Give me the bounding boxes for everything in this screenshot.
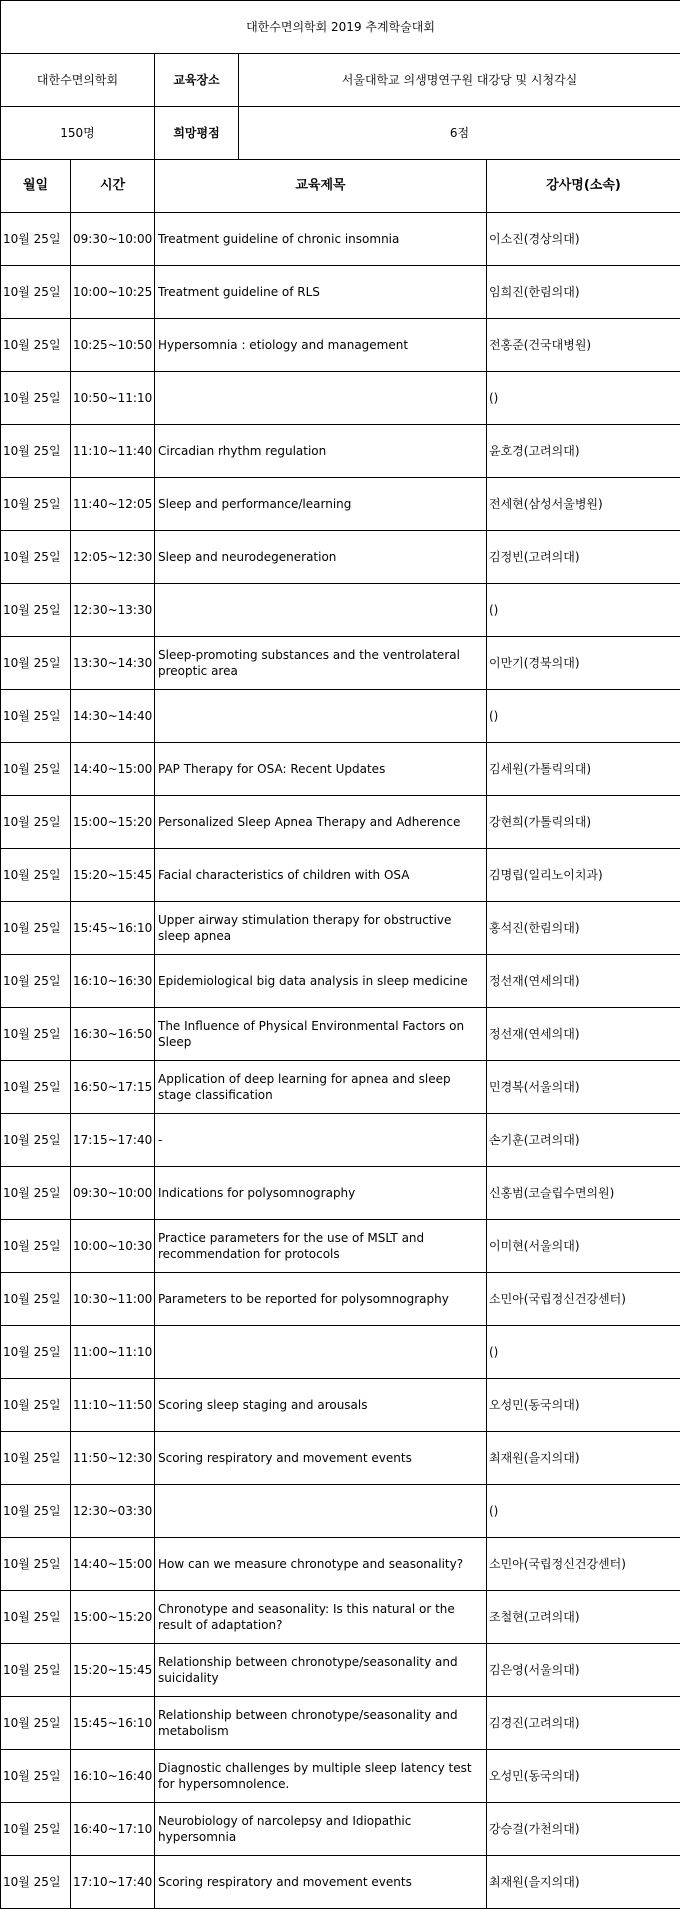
table-row [1, 531, 680, 584]
table-row [1, 478, 680, 531]
subject-cell: Facial characteristics of children with OSA [155, 849, 487, 902]
table-row [1, 319, 680, 372]
subject-cell: Sleep-promoting substances and the ventrolateral preoptic area [155, 637, 487, 690]
speaker-cell: 김세원(가톨릭의대) [487, 743, 680, 796]
time-cell: 17:10~17:40 [71, 1856, 155, 1909]
date-cell: 10월 25일 [1, 584, 71, 637]
time-cell: 11:10~11:40 [71, 425, 155, 478]
speaker-cell: 임희진(한림의대) [487, 266, 680, 319]
date-cell: 10월 25일 [1, 1644, 71, 1697]
time-cell: 11:00~11:10 [71, 1326, 155, 1379]
speaker-cell: 신홍범(코슬립수면의원) [487, 1167, 680, 1220]
date-cell: 10월 25일 [1, 796, 71, 849]
table-row [1, 1644, 680, 1697]
table-row [1, 372, 680, 425]
speaker-cell: 김명립(일리노이치과) [487, 849, 680, 902]
speaker-cell: 정선재(연세의대) [487, 955, 680, 1008]
header-time: 시간 [71, 160, 155, 213]
date-cell: 10월 25일 [1, 1114, 71, 1167]
subject-cell [155, 690, 487, 743]
date-cell: 10월 25일 [1, 1379, 71, 1432]
speaker-cell: () [487, 1326, 680, 1379]
date-cell: 10월 25일 [1, 1803, 71, 1856]
info-row-place [1, 54, 680, 107]
subject-cell: Chronotype and seasonality: Is this natural or the result of adaptation? [155, 1591, 487, 1644]
time-cell: 14:40~15:00 [71, 743, 155, 796]
table-row [1, 1538, 680, 1591]
speaker-cell: 조철현(고려의대) [487, 1591, 680, 1644]
time-cell: 16:10~16:30 [71, 955, 155, 1008]
table-row [1, 425, 680, 478]
table-row [1, 1432, 680, 1485]
table-row [1, 1591, 680, 1644]
time-cell: 14:40~15:00 [71, 1538, 155, 1591]
time-cell: 16:50~17:15 [71, 1061, 155, 1114]
date-cell: 10월 25일 [1, 1326, 71, 1379]
speaker-cell: () [487, 372, 680, 425]
subject-cell: Parameters to be reported for polysomnography [155, 1273, 487, 1326]
speaker-cell: 최재원(을지의대) [487, 1856, 680, 1909]
speaker-cell: 정선재(연세의대) [487, 1008, 680, 1061]
subject-cell: Practice parameters for the use of MSLT and recommendation for protocols [155, 1220, 487, 1273]
date-cell: 10월 25일 [1, 1697, 71, 1750]
date-cell: 10월 25일 [1, 1061, 71, 1114]
time-cell: 16:40~17:10 [71, 1803, 155, 1856]
rating-value: 6점 [239, 107, 680, 160]
speaker-cell: 이만기(경북의대) [487, 637, 680, 690]
time-cell: 10:50~11:10 [71, 372, 155, 425]
time-cell: 11:40~12:05 [71, 478, 155, 531]
date-cell: 10월 25일 [1, 1008, 71, 1061]
table-row [1, 1697, 680, 1750]
date-cell: 10월 25일 [1, 266, 71, 319]
table-row [1, 1485, 680, 1538]
subject-cell: Relationship between chronotype/seasonality and suicidality [155, 1644, 487, 1697]
time-cell: 14:30~14:40 [71, 690, 155, 743]
table-row [1, 1220, 680, 1273]
date-cell: 10월 25일 [1, 637, 71, 690]
date-cell: 10월 25일 [1, 1432, 71, 1485]
date-cell: 10월 25일 [1, 1750, 71, 1803]
table-row [1, 584, 680, 637]
date-cell: 10월 25일 [1, 372, 71, 425]
date-cell: 10월 25일 [1, 955, 71, 1008]
table-row [1, 955, 680, 1008]
speaker-cell: 이미현(서울의대) [487, 1220, 680, 1273]
place-value: 서울대학교 의생명연구원 대강당 및 시청각실 [239, 54, 680, 107]
time-cell: 17:15~17:40 [71, 1114, 155, 1167]
speaker-cell: 소민아(국립정신건강센터) [487, 1538, 680, 1591]
date-cell: 10월 25일 [1, 1273, 71, 1326]
speaker-cell: 오성민(동국의대) [487, 1750, 680, 1803]
time-cell: 16:10~16:40 [71, 1750, 155, 1803]
table-row [1, 1326, 680, 1379]
subject-cell [155, 584, 487, 637]
subject-cell [155, 1326, 487, 1379]
header-row [1, 160, 680, 213]
subject-cell [155, 372, 487, 425]
subject-cell: Relationship between chronotype/seasonality and metabolism [155, 1697, 487, 1750]
speaker-cell: 윤호경(고려의대) [487, 425, 680, 478]
speaker-cell: 홍석진(한림의대) [487, 902, 680, 955]
table-row [1, 1167, 680, 1220]
subject-cell: Hypersomnia : etiology and management [155, 319, 487, 372]
speaker-cell: 강현희(가톨릭의대) [487, 796, 680, 849]
subject-cell: Sleep and neurodegeneration [155, 531, 487, 584]
date-cell: 10월 25일 [1, 1856, 71, 1909]
subject-cell: Treatment guideline of RLS [155, 266, 487, 319]
table-row [1, 1114, 680, 1167]
time-cell: 10:30~11:00 [71, 1273, 155, 1326]
subject-cell: Diagnostic challenges by multiple sleep latency test for hypersomnolence. [155, 1750, 487, 1803]
date-cell: 10월 25일 [1, 1538, 71, 1591]
table-row [1, 1803, 680, 1856]
date-cell: 10월 25일 [1, 1591, 71, 1644]
table-row [1, 690, 680, 743]
date-cell: 10월 25일 [1, 531, 71, 584]
date-cell: 10월 25일 [1, 213, 71, 266]
subject-cell: How can we measure chronotype and seasonality? [155, 1538, 487, 1591]
table-row [1, 849, 680, 902]
table-row [1, 1750, 680, 1803]
subject-cell: Circadian rhythm regulation [155, 425, 487, 478]
speaker-cell: 이소진(경상의대) [487, 213, 680, 266]
table-row [1, 1856, 680, 1909]
table-row [1, 213, 680, 266]
speaker-cell: 전세현(삼성서울병원) [487, 478, 680, 531]
subject-cell: Scoring respiratory and movement events [155, 1856, 487, 1909]
date-cell: 10월 25일 [1, 478, 71, 531]
subject-cell: Epidemiological big data analysis in sleep medicine [155, 955, 487, 1008]
speaker-cell: () [487, 1485, 680, 1538]
time-cell: 15:45~16:10 [71, 902, 155, 955]
subject-cell: Scoring respiratory and movement events [155, 1432, 487, 1485]
time-cell: 10:00~10:30 [71, 1220, 155, 1273]
header-subject: 교육제목 [155, 160, 487, 213]
table-row [1, 1379, 680, 1432]
speaker-cell: () [487, 584, 680, 637]
speaker-cell: 김은영(서울의대) [487, 1644, 680, 1697]
header-date: 월일 [1, 160, 71, 213]
time-cell: 15:00~15:20 [71, 1591, 155, 1644]
subject-cell: PAP Therapy for OSA: Recent Updates [155, 743, 487, 796]
time-cell: 12:30~13:30 [71, 584, 155, 637]
info-row-capacity [1, 107, 680, 160]
date-cell: 10월 25일 [1, 690, 71, 743]
speaker-cell: 소민아(국립정신건강센터) [487, 1273, 680, 1326]
table-row [1, 1061, 680, 1114]
subject-cell: Indications for polysomnography [155, 1167, 487, 1220]
time-cell: 15:20~15:45 [71, 849, 155, 902]
time-cell: 16:30~16:50 [71, 1008, 155, 1061]
time-cell: 09:30~10:00 [71, 213, 155, 266]
speaker-cell: 오성민(동국의대) [487, 1379, 680, 1432]
subject-cell: The Influence of Physical Environmental Factors on Sleep [155, 1008, 487, 1061]
date-cell: 10월 25일 [1, 1485, 71, 1538]
place-label: 교육장소 [155, 54, 239, 107]
speaker-cell: 최재원(을지의대) [487, 1432, 680, 1485]
table-row [1, 1008, 680, 1061]
time-cell: 13:30~14:30 [71, 637, 155, 690]
subject-cell: Upper airway stimulation therapy for obstructive sleep apnea [155, 902, 487, 955]
time-cell: 15:45~16:10 [71, 1697, 155, 1750]
subject-cell: Treatment guideline of chronic insomnia [155, 213, 487, 266]
time-cell: 11:10~11:50 [71, 1379, 155, 1432]
title-row [1, 1, 680, 54]
date-cell: 10월 25일 [1, 1220, 71, 1273]
subject-cell: Application of deep learning for apnea and sleep stage classification [155, 1061, 487, 1114]
time-cell: 12:30~03:30 [71, 1485, 155, 1538]
table-row [1, 902, 680, 955]
subject-cell [155, 1485, 487, 1538]
time-cell: 10:00~10:25 [71, 266, 155, 319]
speaker-cell: 김경진(고려의대) [487, 1697, 680, 1750]
time-cell: 10:25~10:50 [71, 319, 155, 372]
date-cell: 10월 25일 [1, 319, 71, 372]
table-row [1, 743, 680, 796]
subject-cell: Neurobiology of narcolepsy and Idiopathic hypersomnia [155, 1803, 487, 1856]
speaker-cell: 전홍준(건국대병원) [487, 319, 680, 372]
table-row [1, 1273, 680, 1326]
organizer: 대한수면의학회 [1, 54, 155, 107]
time-cell: 09:30~10:00 [71, 1167, 155, 1220]
speaker-cell: () [487, 690, 680, 743]
subject-cell: Sleep and performance/learning [155, 478, 487, 531]
subject-cell: Personalized Sleep Apnea Therapy and Adherence [155, 796, 487, 849]
table-row [1, 796, 680, 849]
time-cell: 11:50~12:30 [71, 1432, 155, 1485]
table-row [1, 637, 680, 690]
date-cell: 10월 25일 [1, 1167, 71, 1220]
speaker-cell: 김정빈(고려의대) [487, 531, 680, 584]
date-cell: 10월 25일 [1, 743, 71, 796]
speaker-cell: 강승걸(가천의대) [487, 1803, 680, 1856]
subject-cell: Scoring sleep staging and arousals [155, 1379, 487, 1432]
date-cell: 10월 25일 [1, 425, 71, 478]
subject-cell: - [155, 1114, 487, 1167]
date-cell: 10월 25일 [1, 849, 71, 902]
date-cell: 10월 25일 [1, 902, 71, 955]
capacity: 150명 [1, 107, 155, 160]
rating-label: 희망평점 [155, 107, 239, 160]
time-cell: 12:05~12:30 [71, 531, 155, 584]
table-row [1, 266, 680, 319]
event-title: 대한수면의학회 2019 추계학술대회 [1, 1, 680, 54]
time-cell: 15:20~15:45 [71, 1644, 155, 1697]
time-cell: 15:00~15:20 [71, 796, 155, 849]
speaker-cell: 손기훈(고려의대) [487, 1114, 680, 1167]
speaker-cell: 민경복(서울의대) [487, 1061, 680, 1114]
header-speaker: 강사명(소속) [487, 160, 680, 213]
